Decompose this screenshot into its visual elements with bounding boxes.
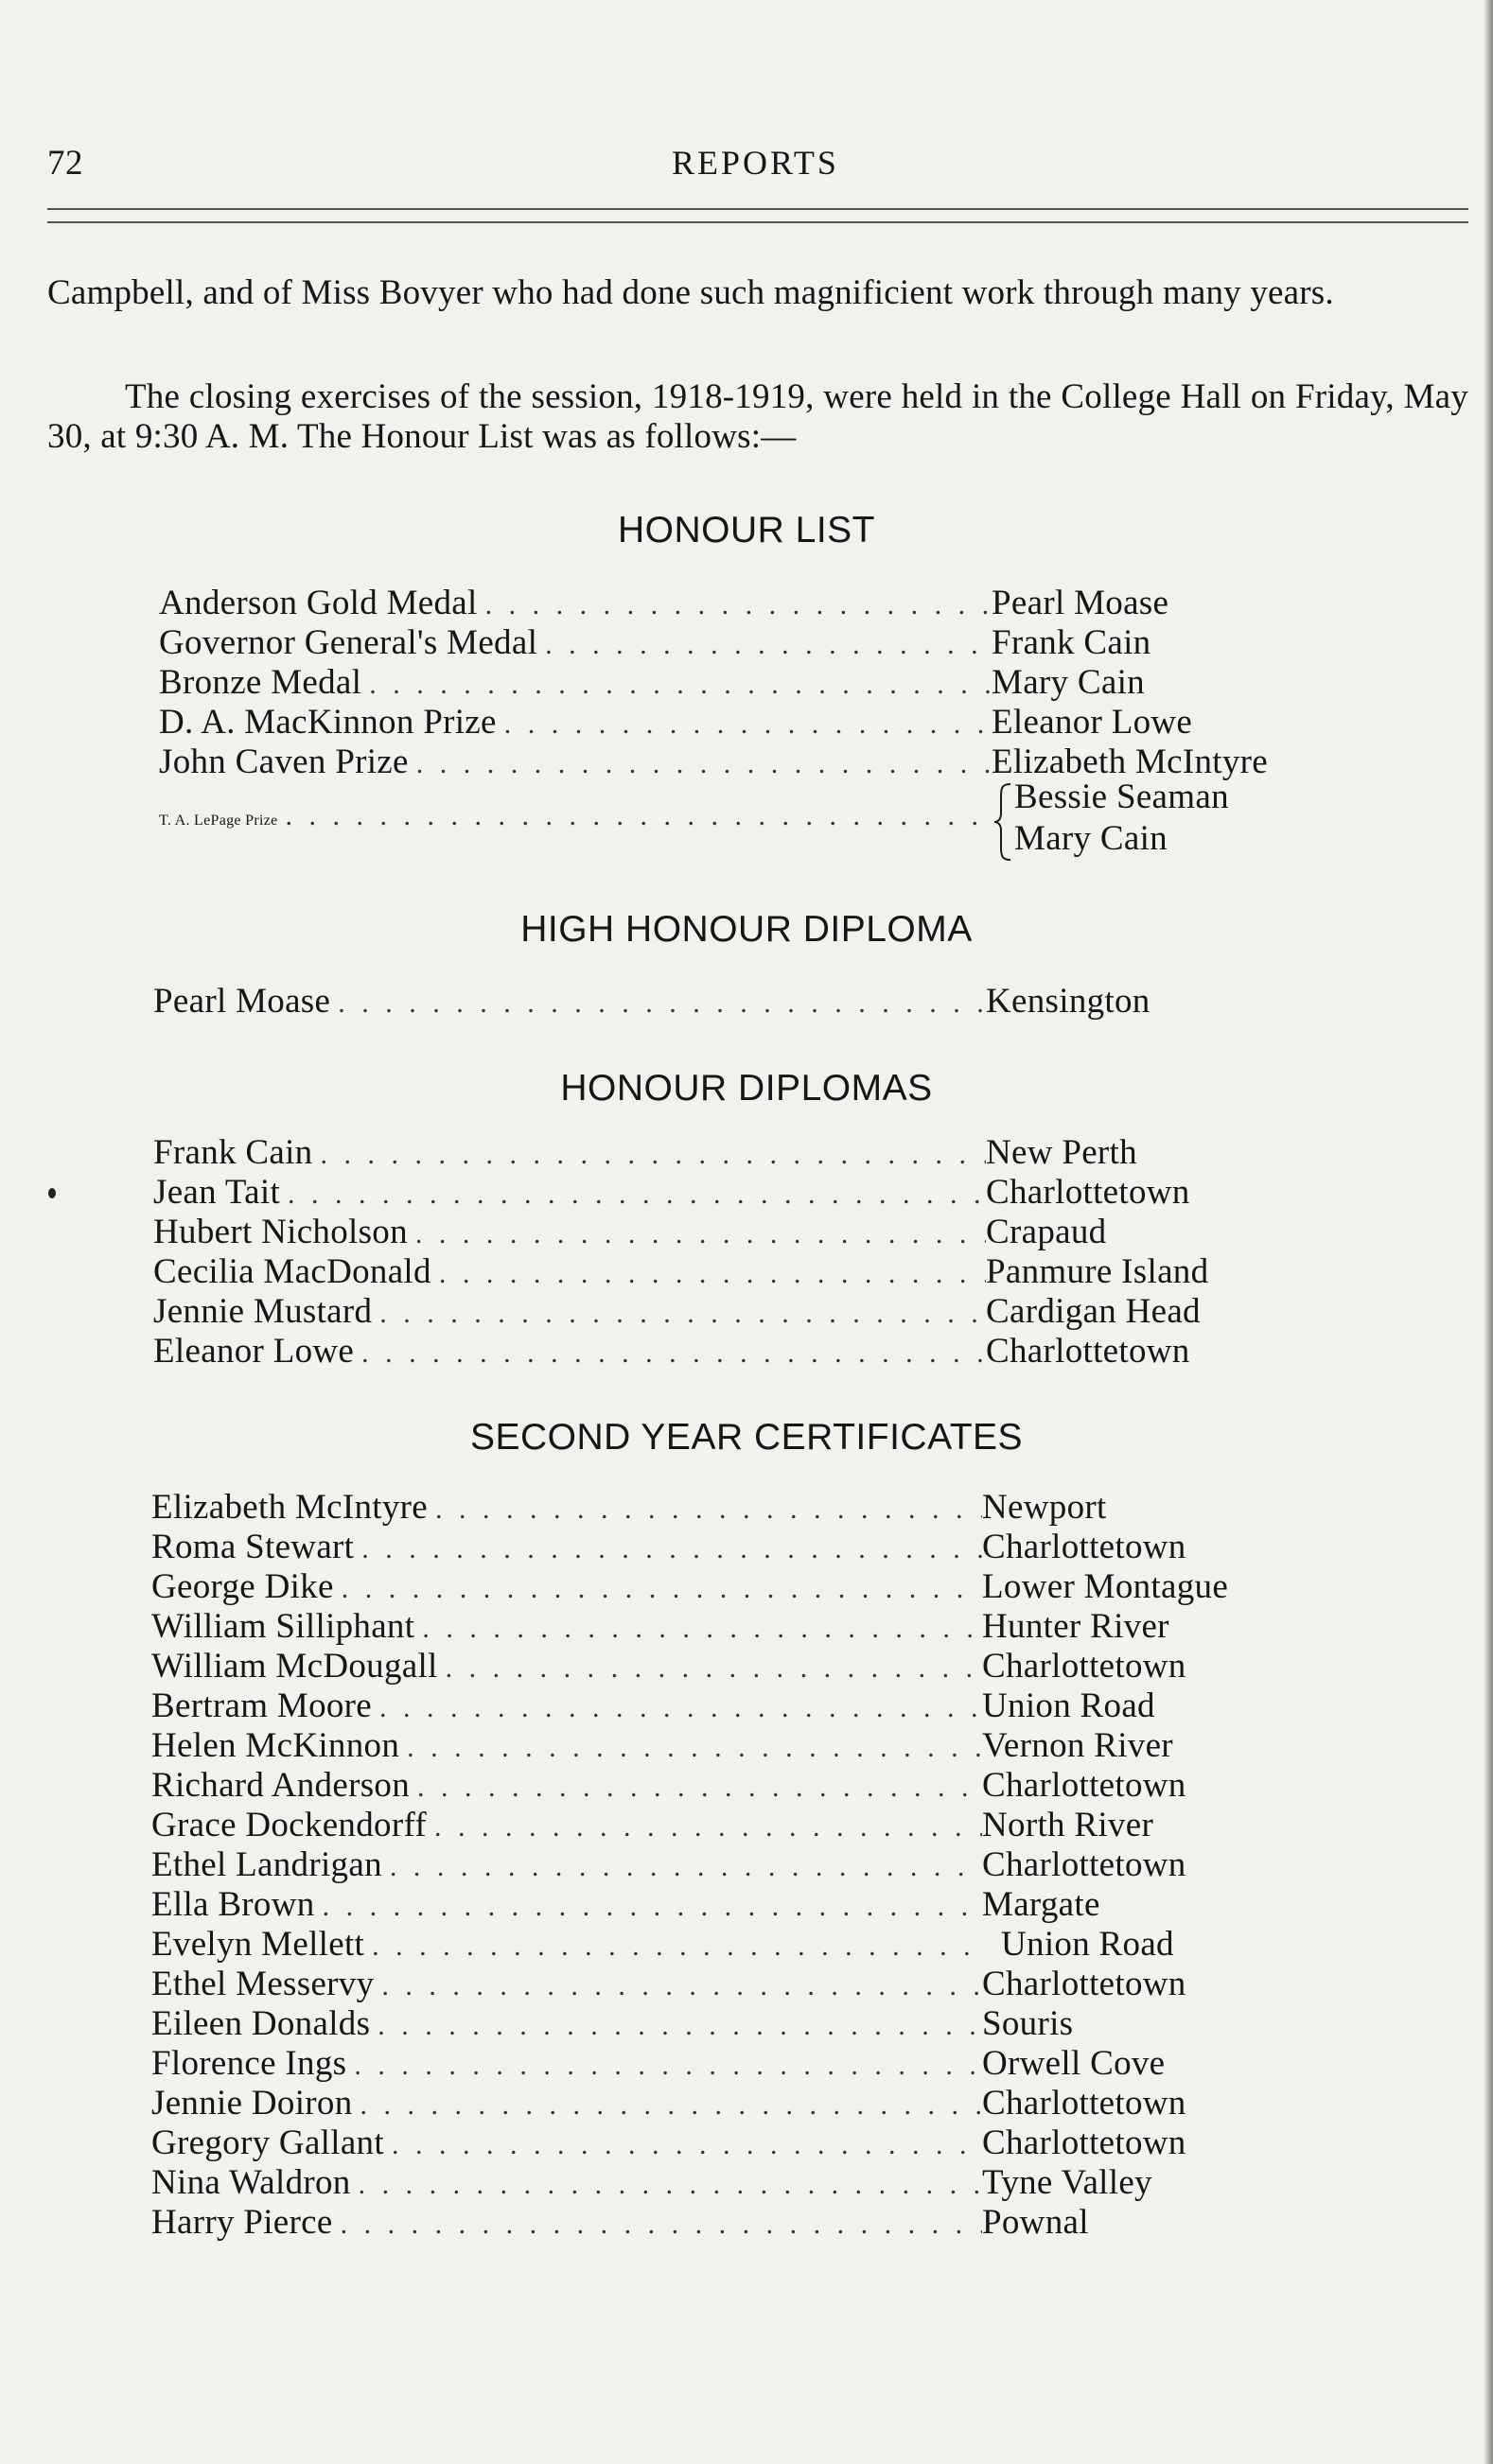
honour-diploma-row [153,1332,1336,1372]
student-cell [151,1686,982,1726]
dot-leader [434,1808,982,1847]
student-name: Harry Pierce [151,2203,333,2242]
student-name: Eleanor Lowe [153,1332,355,1371]
student-place: Charlottetown [982,1766,1186,1805]
honour-list-row [159,663,1342,703]
student-cell [153,1252,986,1292]
second-year-certificates-title: SECOND YEAR CERTIFICATES [469,1417,1024,1458]
dot-leader [361,1334,986,1373]
prize-name: Anderson Gold Medal [159,584,478,622]
dot-leader [341,2205,982,2245]
student-name: Eileen Donalds [151,2004,371,2043]
dot-leader [379,1688,982,1728]
curly-brace-icon [992,781,1012,863]
student-cell [151,1567,982,1607]
prize-recipient: Frank Cain [992,623,1151,662]
student-name: Ethel Landrigan [151,1845,382,1884]
student-place: Cardigan Head [986,1292,1201,1331]
student-name: Helen McKinnon [151,1726,400,1765]
student-cell [153,1173,986,1213]
student-name: Ethel Messervy [151,1965,375,2003]
student-cell [151,1528,982,1567]
student-name: Hubert Nicholson [153,1213,408,1251]
student-place: Kensington [986,982,1150,1021]
student-cell [153,982,986,1022]
student-place: Panmure Island [986,1252,1209,1291]
student-place: Newport [982,1488,1107,1527]
certificate-row [151,1965,1344,2004]
prize-name: John Caven Prize [159,743,409,781]
dot-leader [417,1768,982,1808]
honour-diplomas-title: HONOUR DIPLOMAS [560,1068,933,1109]
student-place: North River [982,1806,1154,1844]
prize-cell [159,743,992,782]
honour-diploma-row [153,1213,1336,1252]
student-name: Gregory Gallant [151,2123,384,2162]
dot-leader [288,1175,986,1215]
running-head: REPORTS [672,144,839,182]
student-cell [151,1845,982,1885]
dot-leader [360,2086,983,2125]
student-cell [153,1133,986,1173]
certificate-row [151,2163,1344,2203]
student-name: Bertram Moore [151,1686,373,1725]
student-cell [153,1332,986,1372]
dot-leader [361,1529,982,1569]
certificate-row [151,2084,1344,2123]
certificate-row [151,1567,1344,1607]
dot-leader [320,1135,986,1175]
student-cell [151,1488,982,1528]
dot-leader [342,1569,982,1609]
dot-leader [392,2125,982,2165]
intro-paragraph-continuation: Campbell, and of Miss Bovyer who had done such magnificient work through many years. [47,273,1334,312]
student-place: Charlottetown [982,1647,1186,1686]
honour-diploma-row [153,1133,1336,1173]
certificate-row [151,1726,1344,1766]
honour-list-row [159,743,1342,782]
prize-name: T. A. LePage Prize [159,813,278,829]
prize-cell [159,663,992,703]
student-cell [151,1925,982,1965]
dot-leader [338,984,986,1023]
honour-diploma-row [153,1252,1336,1292]
student-place: Charlottetown [982,2084,1186,2123]
honour-list-row [159,623,1342,663]
student-place: Charlottetown [982,1845,1186,1884]
honour-list-row [159,703,1342,743]
dot-leader [545,625,992,665]
student-name: William Silliphant [151,1607,415,1646]
student-place: Union Road [1001,1925,1174,1964]
certificate-row [151,1845,1344,1885]
certificate-row [151,1766,1344,1806]
student-name: Florence Ings [151,2044,347,2083]
prize-cell [159,584,992,623]
dot-leader [422,1609,982,1649]
header-rule-top [47,208,1468,210]
dot-leader [378,2006,982,2046]
dot-leader [379,1294,986,1334]
honour-diploma-row [153,1292,1336,1332]
student-name: Pearl Moase [153,982,331,1021]
certificate-row [151,2203,1344,2243]
dot-leader [390,1847,982,1887]
prize-cell [159,623,992,663]
dot-leader [381,1966,982,2006]
student-name: Cecilia MacDonald [153,1252,431,1291]
certificate-row [151,1647,1344,1686]
certificate-row [151,1488,1344,1528]
student-cell [151,1647,982,1686]
student-place: Margate [982,1885,1100,1924]
honour-diploma-row [153,1173,1336,1213]
certificate-row [151,1885,1344,1925]
student-cell [151,1726,982,1766]
high-honour-row [153,982,1336,1022]
header-rule-bottom [47,221,1468,223]
student-place: Lower Montague [982,1567,1229,1606]
student-cell [151,2084,982,2123]
student-place: Union Road [982,1686,1155,1725]
prize-recipient: Mary Cain [992,663,1145,702]
student-cell [151,1885,982,1925]
student-place: Charlottetown [982,1965,1186,2003]
shared-prize-recipient: Bessie Seaman [1014,778,1229,816]
student-cell [151,1766,982,1806]
student-name: Richard Anderson [151,1766,410,1805]
page-header [47,142,1467,189]
student-place: Charlottetown [982,1528,1186,1566]
prize-cell [159,800,984,840]
student-place: Hunter River [982,1607,1169,1646]
student-place: Orwell Cove [982,2044,1166,2083]
page-edge-shadow [1484,0,1493,2464]
dot-leader [504,705,992,744]
student-name: George Dike [151,1567,334,1606]
student-place: Crapaud [986,1213,1107,1251]
student-name: Elizabeth McIntyre [151,1488,429,1527]
dot-leader [372,1927,982,1966]
student-place: Pownal [982,2203,1089,2242]
student-cell [151,2004,982,2044]
prize-name: Bronze Medal [159,663,362,702]
dot-leader [485,585,992,625]
dot-leader [439,1254,986,1294]
certificate-row [151,1607,1344,1647]
certificate-row [151,1806,1344,1845]
student-cell [151,2163,982,2203]
dot-leader [323,1887,982,1927]
certificate-row [151,2123,1344,2163]
student-cell [151,1806,982,1845]
student-name: Grace Dockendorff [151,1806,428,1844]
certificate-row [151,1528,1344,1567]
dot-leader [354,2046,982,2086]
student-cell [151,1607,982,1647]
prize-name: Governor General's Medal [159,623,538,662]
student-name: Jennie Doiron [151,2084,353,2123]
certificate-row [151,2044,1344,2084]
prize-recipient: Elizabeth McIntyre [992,743,1269,781]
student-cell [153,1292,986,1332]
prize-name: D. A. MacKinnon Prize [159,703,497,742]
certificate-row [151,1686,1344,1726]
page-speck [48,1188,56,1198]
dot-leader [369,665,992,705]
high-honour-diploma-title: HIGH HONOUR DIPLOMA [520,909,973,950]
dot-leader [446,1649,982,1688]
student-place: Charlottetown [986,1173,1190,1212]
student-cell [153,1213,986,1252]
certificate-row [151,2004,1344,2044]
student-place: Tyne Valley [982,2163,1152,2202]
student-name: Frank Cain [153,1133,313,1172]
shared-prize-row [159,778,1342,865]
prize-recipient: Eleanor Lowe [992,703,1193,742]
student-place: Souris [982,2004,1074,2043]
student-place: New Perth [986,1133,1137,1172]
shared-prize-recipient: Mary Cain [1014,819,1168,858]
student-cell [151,2044,982,2084]
student-name: William McDougall [151,1647,438,1686]
student-place: Vernon River [982,1726,1173,1765]
student-cell [151,2203,982,2243]
student-place: Charlottetown [986,1332,1190,1371]
student-name: Jennie Mustard [153,1292,373,1331]
student-name: Jean Tait [153,1173,281,1212]
student-cell [151,2123,982,2163]
page-number: 72 [47,144,83,183]
student-name: Ella Brown [151,1885,315,1924]
student-place: Charlottetown [982,2123,1186,2162]
intro-paragraph-closing-exercises: The closing exercises of the session, 1918-1919, were held in the College Hall on Friday, May 30, at 9:30 A. M. The Honour List was as follows:— [47,377,1468,456]
student-name: Evelyn Mellett [151,1925,365,1964]
student-name: Nina Waldron [151,2163,351,2202]
dot-leader [435,1490,982,1529]
dot-leader [407,1728,982,1768]
honour-list-row [159,584,1342,623]
honour-list-title: HONOUR LIST [617,510,876,550]
dot-leader [286,800,984,832]
prize-recipient: Pearl Moase [992,584,1169,622]
student-cell [151,1965,982,2004]
student-name: Roma Stewart [151,1528,355,1566]
prize-cell [159,703,992,743]
dot-leader [359,2165,982,2205]
certificate-row [151,1925,1344,1965]
dot-leader [415,1215,986,1254]
